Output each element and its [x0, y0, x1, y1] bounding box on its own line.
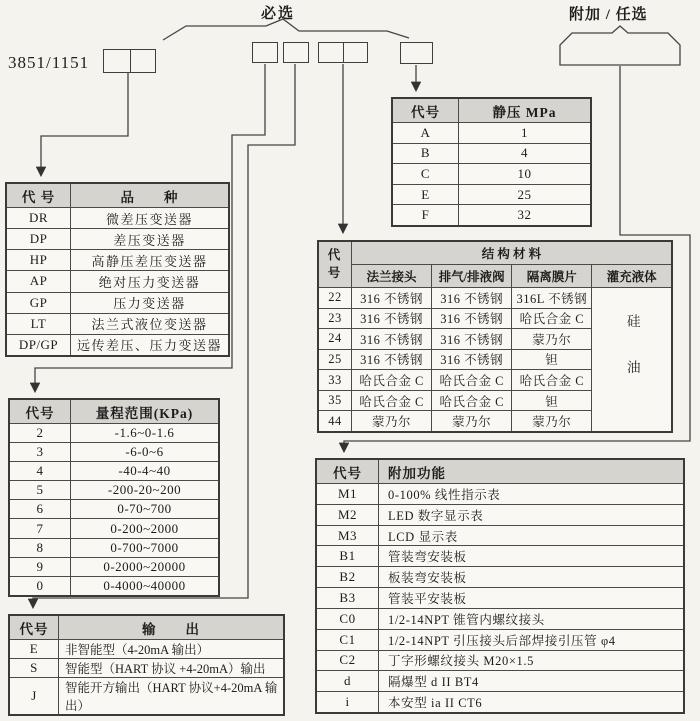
table-row — [318, 288, 672, 309]
cell-name: 远传差压、压力变送器 — [71, 334, 230, 356]
table-row — [9, 678, 284, 716]
col-header-name: 量程范围(KPa) — [71, 399, 220, 424]
cell-value: -40-4~40 — [71, 462, 220, 481]
range-table — [8, 398, 220, 597]
cell-valve: 哈氏合金 C — [432, 370, 512, 391]
table-header-row — [6, 183, 229, 208]
cell-name: 管装平安装板 — [379, 588, 685, 609]
cell-code: B — [392, 143, 459, 164]
table-row — [392, 164, 591, 185]
cell-code: 8 — [9, 538, 71, 557]
col-header-code: 代号 — [316, 459, 379, 484]
table-row — [316, 608, 684, 629]
col-header-code: 代号 — [318, 241, 352, 288]
table-row — [316, 567, 684, 588]
table-row — [6, 250, 229, 271]
table-row — [316, 588, 684, 609]
cell-code: AP — [6, 271, 71, 292]
cell-code: GP — [6, 292, 71, 313]
cell-name: 智能型（HART 协议 +4-20mA）输出 — [59, 659, 285, 678]
table-row — [9, 462, 219, 481]
cell-code: 6 — [9, 500, 71, 519]
cell-code: C — [392, 164, 459, 185]
cell-code: B3 — [316, 588, 379, 609]
cell-flange: 316 不锈钢 — [352, 308, 432, 329]
cell-code: E — [392, 184, 459, 205]
cell-name: LED 数字显示表 — [379, 504, 685, 525]
cell-diaphragm: 蒙乃尔 — [512, 411, 592, 432]
cell-value: 32 — [459, 205, 592, 226]
cell-valve: 蒙乃尔 — [432, 411, 512, 432]
table-header-row — [318, 241, 672, 265]
table-row — [316, 504, 684, 525]
cell-flange: 哈氏合金 C — [352, 370, 432, 391]
cell-code: S — [9, 659, 59, 678]
cell-value: -200-20~200 — [71, 481, 220, 500]
cell-value: 0-4000~40000 — [71, 576, 220, 596]
cell-code: C2 — [316, 650, 379, 671]
cell-value: -6-0~6 — [71, 443, 220, 462]
cell-name: 隔爆型 d II BT4 — [379, 671, 685, 692]
cell-name: 差压变送器 — [71, 229, 230, 250]
cell-code: DR — [6, 208, 71, 229]
col-header-code: 代号 — [9, 615, 59, 640]
table-row — [9, 576, 219, 596]
cell-value: -1.6~0-1.6 — [71, 424, 220, 443]
output-code-box — [283, 42, 309, 63]
cell-code: J — [9, 678, 59, 716]
table-row — [9, 557, 219, 576]
cell-name: 1/2-14NPT 引压接头后部焊接引压管 φ4 — [379, 629, 685, 650]
cell-code: 25 — [318, 349, 352, 370]
cell-code: 35 — [318, 390, 352, 411]
col-header-name: 输 出 — [59, 615, 285, 640]
cell-code: 9 — [9, 557, 71, 576]
cell-name: 法兰式液位变送器 — [71, 313, 230, 334]
table-header-row — [392, 98, 591, 123]
additional-functions-table — [315, 458, 685, 714]
col-header-name: 静压 MPa — [459, 98, 592, 123]
cell-name: 智能开方输出（HART 协议+4-20mA 输出） — [59, 678, 285, 716]
cell-name: 微差压变送器 — [71, 208, 230, 229]
table-row — [6, 208, 229, 229]
static-pressure-table — [391, 97, 592, 227]
material-code-box — [318, 42, 368, 63]
table-row — [6, 313, 229, 334]
table-row — [316, 484, 684, 505]
cell-code: 3 — [9, 443, 71, 462]
cell-valve: 316 不锈钢 — [432, 349, 512, 370]
model-code-box — [103, 49, 156, 73]
cell-diaphragm: 哈氏合金 C — [512, 370, 592, 391]
optional-group-label: 附加 / 任选 — [569, 7, 648, 23]
cell-valve: 316 不锈钢 — [432, 329, 512, 350]
cell-name: 高静压差压变送器 — [71, 250, 230, 271]
table-row — [9, 500, 219, 519]
model-number-label: 3851/1151 — [8, 53, 90, 72]
cell-valve: 316 不锈钢 — [432, 308, 512, 329]
col-header-fill: 灌充液体 — [592, 265, 672, 288]
cell-name: 管装弯安装板 — [379, 546, 685, 567]
cell-diaphragm: 钽 — [512, 390, 592, 411]
table-row — [9, 443, 219, 462]
cell-value: 0-200~2000 — [71, 519, 220, 538]
cell-value: 25 — [459, 184, 592, 205]
table-row — [9, 659, 284, 678]
cell-code: A — [392, 123, 459, 144]
cell-code: E — [9, 640, 59, 659]
cell-flange: 316 不锈钢 — [352, 329, 432, 350]
table-header-row — [316, 459, 684, 484]
table-header-row — [9, 615, 284, 640]
cell-value: 0-70~700 — [71, 500, 220, 519]
cell-code: F — [392, 205, 459, 226]
table-row — [9, 640, 284, 659]
cell-code: i — [316, 692, 379, 713]
cell-flange: 316 不锈钢 — [352, 288, 432, 309]
table-row — [6, 292, 229, 313]
cell-diaphragm: 钽 — [512, 349, 592, 370]
cell-fill-liquid: 硅油 — [592, 288, 672, 433]
cell-code: 44 — [318, 411, 352, 432]
cell-value: 1 — [459, 123, 592, 144]
cell-flange: 哈氏合金 C — [352, 390, 432, 411]
cell-code: C1 — [316, 629, 379, 650]
cell-name: 0-100% 线性指示表 — [379, 484, 685, 505]
table-row — [316, 650, 684, 671]
col-header-name: 附加功能 — [379, 459, 685, 484]
cell-code: 33 — [318, 370, 352, 391]
col-header-flange: 法兰接头 — [352, 265, 432, 288]
cell-code: 22 — [318, 288, 352, 309]
col-header-name: 品 种 — [71, 183, 230, 208]
cell-code: M1 — [316, 484, 379, 505]
col-header-code: 代号 — [392, 98, 459, 123]
cell-code: C0 — [316, 608, 379, 629]
cell-code: M3 — [316, 525, 379, 546]
code-box-divider — [130, 50, 131, 72]
range-code-box — [252, 42, 278, 63]
table-row — [6, 334, 229, 356]
cell-value: 0-2000~20000 — [71, 557, 220, 576]
col-header-valve: 排气/排液阀 — [432, 265, 512, 288]
cell-code: 0 — [9, 576, 71, 596]
cell-code: 4 — [9, 462, 71, 481]
cell-code: 5 — [9, 481, 71, 500]
table-row — [9, 424, 219, 443]
table-row — [392, 143, 591, 164]
cell-code: d — [316, 671, 379, 692]
cell-flange: 蒙乃尔 — [352, 411, 432, 432]
optional-bracket — [560, 26, 680, 65]
cell-code: 23 — [318, 308, 352, 329]
cell-name: 1/2-14NPT 锥管内螺纹接头 — [379, 608, 685, 629]
table-header-row — [9, 399, 219, 424]
cell-value: 10 — [459, 164, 592, 185]
table-row — [9, 519, 219, 538]
required-group-label: 必选 — [261, 6, 296, 22]
cell-code: 7 — [9, 519, 71, 538]
cell-code: DP — [6, 229, 71, 250]
cell-name: LCD 显示表 — [379, 525, 685, 546]
cell-name: 板装弯安装板 — [379, 567, 685, 588]
material-table — [317, 240, 673, 433]
cell-flange: 316 不锈钢 — [352, 349, 432, 370]
material-span-header: 结 构 材 料 — [352, 241, 673, 265]
cell-code: M2 — [316, 504, 379, 525]
cell-name: 压力变送器 — [71, 292, 230, 313]
col-header-diaphragm: 隔离膜片 — [512, 265, 592, 288]
cell-diaphragm: 316L 不锈钢 — [512, 288, 592, 309]
pressure-code-box — [400, 42, 433, 64]
table-row — [9, 481, 219, 500]
code-box-divider — [343, 43, 344, 62]
cell-code: HP — [6, 250, 71, 271]
cell-name: 非智能型（4-20mA 输出） — [59, 640, 285, 659]
cell-diaphragm: 哈氏合金 C — [512, 308, 592, 329]
cell-code: B1 — [316, 546, 379, 567]
table-row — [9, 538, 219, 557]
output-table — [8, 614, 285, 716]
col-header-code: 代号 — [9, 399, 71, 424]
cell-code: 24 — [318, 329, 352, 350]
table-row — [316, 546, 684, 567]
table-subheader-row — [318, 265, 672, 288]
table-row — [316, 629, 684, 650]
table-row — [392, 123, 591, 144]
table-row — [6, 271, 229, 292]
cell-valve: 316 不锈钢 — [432, 288, 512, 309]
cell-code: DP/GP — [6, 334, 71, 356]
cell-valve: 哈氏合金 C — [432, 390, 512, 411]
table-row — [316, 671, 684, 692]
col-header-code: 代 号 — [6, 183, 71, 208]
variety-table — [5, 182, 230, 357]
wire-to-variety-table — [41, 73, 128, 175]
cell-diaphragm: 蒙乃尔 — [512, 329, 592, 350]
cell-name: 丁字形螺纹接头 M20×1.5 — [379, 650, 685, 671]
table-row — [316, 692, 684, 713]
cell-name: 绝对压力变送器 — [71, 271, 230, 292]
cell-value: 0-700~7000 — [71, 538, 220, 557]
table-row — [392, 184, 591, 205]
cell-code: 2 — [9, 424, 71, 443]
cell-code: LT — [6, 313, 71, 334]
table-row — [6, 229, 229, 250]
cell-value: 4 — [459, 143, 592, 164]
table-row — [392, 205, 591, 226]
cell-code: B2 — [316, 567, 379, 588]
table-row — [316, 525, 684, 546]
cell-name: 本安型 ia II CT6 — [379, 692, 685, 713]
